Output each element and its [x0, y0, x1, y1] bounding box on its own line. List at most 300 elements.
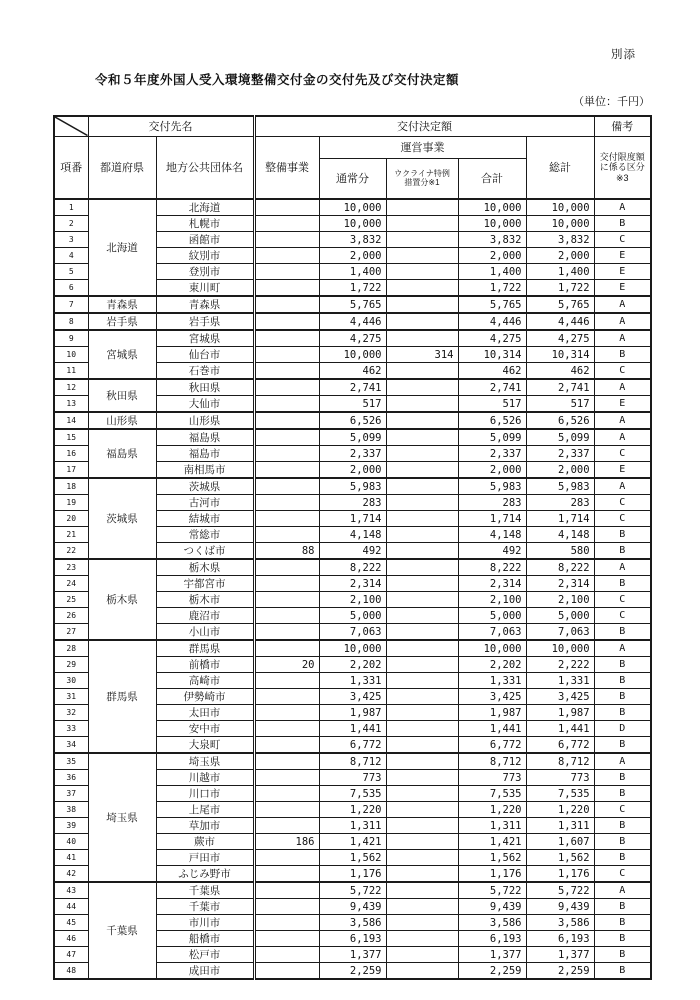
prefecture-cell: 青森県 — [88, 296, 156, 313]
ukraine-amount-cell — [386, 396, 458, 413]
category-cell: C — [594, 866, 651, 883]
municipality-cell: 宇都宮市 — [156, 576, 254, 592]
prefecture-cell: 秋田県 — [88, 379, 156, 412]
grandtotal-amount-cell: 2,337 — [526, 446, 594, 462]
subtotal-amount-cell: 2,259 — [458, 963, 526, 980]
table-row — [54, 330, 651, 347]
subtotal-amount-cell: 2,741 — [458, 379, 526, 396]
row-number-cell: 2 — [54, 216, 88, 232]
municipality-cell: 川口市 — [156, 786, 254, 802]
development-amount-cell — [254, 624, 319, 641]
development-amount-cell — [254, 737, 319, 754]
grandtotal-amount-cell: 6,772 — [526, 737, 594, 754]
development-amount-cell — [254, 363, 319, 380]
category-cell: B — [594, 915, 651, 931]
ukraine-amount-cell — [386, 511, 458, 527]
ukraine-amount-cell — [386, 624, 458, 641]
row-number-cell: 19 — [54, 495, 88, 511]
grandtotal-amount-cell: 10,000 — [526, 216, 594, 232]
grant-table — [53, 115, 652, 980]
ukraine-amount-cell — [386, 673, 458, 689]
municipality-cell: 伊勢崎市 — [156, 689, 254, 705]
municipality-cell: 函館市 — [156, 232, 254, 248]
operation-group-header: 運営事業 — [319, 136, 526, 158]
development-amount-cell — [254, 264, 319, 280]
municipality-cell: 福島県 — [156, 429, 254, 446]
municipality-cell: 仙台市 — [156, 347, 254, 363]
normal-amount-cell: 5,099 — [319, 429, 386, 446]
normal-amount-cell: 1,220 — [319, 802, 386, 818]
municipality-cell: 山形県 — [156, 412, 254, 429]
development-amount-cell: 20 — [254, 657, 319, 673]
subtotal-amount-cell: 462 — [458, 363, 526, 380]
category-cell: C — [594, 511, 651, 527]
normal-amount-cell: 1,441 — [319, 721, 386, 737]
development-amount-cell — [254, 963, 319, 980]
development-amount-cell — [254, 673, 319, 689]
grandtotal-amount-cell: 2,314 — [526, 576, 594, 592]
municipality-cell: 成田市 — [156, 963, 254, 980]
ukraine-amount-cell — [386, 264, 458, 280]
grandtotal-amount-cell: 2,259 — [526, 963, 594, 980]
subtotal-amount-cell: 1,987 — [458, 705, 526, 721]
municipality-cell: 古河市 — [156, 495, 254, 511]
prefecture-cell: 群馬県 — [88, 640, 156, 753]
municipality-cell: 秋田県 — [156, 379, 254, 396]
municipality-cell: 前橋市 — [156, 657, 254, 673]
category-cell: A — [594, 753, 651, 770]
ukraine-amount-cell: 314 — [386, 347, 458, 363]
row-number-cell: 32 — [54, 705, 88, 721]
ukraine-header-line2: 措置分※1 — [404, 178, 440, 188]
normal-amount-cell: 9,439 — [319, 899, 386, 915]
category-cell: B — [594, 850, 651, 866]
subtotal-amount-cell: 8,222 — [458, 559, 526, 576]
subtotal-amount-cell: 2,337 — [458, 446, 526, 462]
grandtotal-amount-cell: 5,983 — [526, 478, 594, 495]
ukraine-amount-cell — [386, 786, 458, 802]
row-number-cell: 48 — [54, 963, 88, 980]
normal-amount-cell: 3,586 — [319, 915, 386, 931]
ukraine-amount-cell — [386, 280, 458, 297]
municipality-cell: 小山市 — [156, 624, 254, 641]
municipality-cell: 埼玉県 — [156, 753, 254, 770]
municipality-cell: 船橋市 — [156, 931, 254, 947]
prefecture-cell: 福島県 — [88, 429, 156, 478]
grandtotal-amount-cell: 4,148 — [526, 527, 594, 543]
subtotal-amount-cell: 1,220 — [458, 802, 526, 818]
normal-amount-cell: 4,275 — [319, 330, 386, 347]
category-cell: C — [594, 446, 651, 462]
ukraine-amount-cell — [386, 689, 458, 705]
row-number-cell: 10 — [54, 347, 88, 363]
normal-amount-cell: 1,377 — [319, 947, 386, 963]
row-number-cell: 47 — [54, 947, 88, 963]
subtotal-amount-cell: 5,722 — [458, 882, 526, 899]
ukraine-amount-cell — [386, 899, 458, 915]
row-number-cell: 14 — [54, 412, 88, 429]
development-amount-cell: 88 — [254, 543, 319, 560]
ukraine-amount-cell — [386, 737, 458, 754]
category-cell: B — [594, 216, 651, 232]
development-amount-cell — [254, 947, 319, 963]
ukraine-amount-cell — [386, 313, 458, 330]
municipality-cell: 栃木県 — [156, 559, 254, 576]
subtotal-amount-cell: 1,377 — [458, 947, 526, 963]
prefecture-cell: 茨城県 — [88, 478, 156, 559]
category-cell: B — [594, 347, 651, 363]
development-amount-cell — [254, 199, 319, 216]
row-number-cell: 31 — [54, 689, 88, 705]
category-header-line1: 交付限度額 — [599, 151, 645, 162]
ukraine-amount-cell — [386, 462, 458, 479]
subtotal-amount-cell: 3,425 — [458, 689, 526, 705]
municipality-cell: 蕨市 — [156, 834, 254, 850]
municipality-cell: 青森県 — [156, 296, 254, 313]
municipality-cell: 大泉町 — [156, 737, 254, 754]
category-cell: E — [594, 248, 651, 264]
category-cell: B — [594, 834, 651, 850]
row-number-cell: 16 — [54, 446, 88, 462]
subtotal-amount-cell: 7,063 — [458, 624, 526, 641]
row-number-cell: 11 — [54, 363, 88, 380]
decision-group-header: 交付決定額 — [254, 116, 594, 136]
row-number-cell: 27 — [54, 624, 88, 641]
subtotal-amount-cell: 492 — [458, 543, 526, 560]
subtotal-amount-cell: 283 — [458, 495, 526, 511]
category-cell: B — [594, 818, 651, 834]
table-row — [54, 313, 651, 330]
category-cell: A — [594, 412, 651, 429]
row-number-cell: 45 — [54, 915, 88, 931]
development-amount-cell — [254, 280, 319, 297]
prefecture-cell: 栃木県 — [88, 559, 156, 640]
row-number-cell: 42 — [54, 866, 88, 883]
municipality-cell: 鹿沼市 — [156, 608, 254, 624]
row-number-cell: 43 — [54, 882, 88, 899]
prefecture-cell: 山形県 — [88, 412, 156, 429]
normal-amount-cell: 2,100 — [319, 592, 386, 608]
row-number-cell: 46 — [54, 931, 88, 947]
prefecture-cell: 埼玉県 — [88, 753, 156, 882]
recipient-group-header: 交付先名 — [88, 116, 254, 136]
municipality-cell: 松戸市 — [156, 947, 254, 963]
category-header-line3: ※3 — [616, 172, 629, 183]
row-number-cell: 40 — [54, 834, 88, 850]
normal-amount-cell: 10,000 — [319, 199, 386, 216]
category-cell: A — [594, 559, 651, 576]
ukraine-amount-cell — [386, 834, 458, 850]
development-amount-cell — [254, 511, 319, 527]
subtotal-amount-cell: 1,441 — [458, 721, 526, 737]
grandtotal-amount-cell: 1,377 — [526, 947, 594, 963]
grandtotal-amount-cell: 2,222 — [526, 657, 594, 673]
row-number-cell: 15 — [54, 429, 88, 446]
prefecture-cell: 北海道 — [88, 199, 156, 296]
subtotal-amount-cell: 2,000 — [458, 462, 526, 479]
municipality-cell: 紋別市 — [156, 248, 254, 264]
municipality-cell: 茨城県 — [156, 478, 254, 495]
ukraine-amount-cell — [386, 802, 458, 818]
normal-amount-cell: 1,714 — [319, 511, 386, 527]
row-number-cell: 18 — [54, 478, 88, 495]
row-number-cell: 39 — [54, 818, 88, 834]
municipality-header: 地方公共団体名 — [156, 136, 254, 199]
ukraine-amount-cell — [386, 770, 458, 786]
subtotal-amount-cell: 4,446 — [458, 313, 526, 330]
grandtotal-amount-cell: 2,000 — [526, 462, 594, 479]
subtotal-amount-cell: 1,714 — [458, 511, 526, 527]
development-amount-cell — [254, 850, 319, 866]
development-amount-cell — [254, 608, 319, 624]
category-cell: C — [594, 363, 651, 380]
municipality-cell: 上尾市 — [156, 802, 254, 818]
subtotal-amount-cell: 10,314 — [458, 347, 526, 363]
development-amount-cell — [254, 347, 319, 363]
normal-amount-cell: 6,526 — [319, 412, 386, 429]
grandtotal-amount-cell: 462 — [526, 363, 594, 380]
subtotal-amount-cell: 5,099 — [458, 429, 526, 446]
normal-amount-cell: 2,000 — [319, 462, 386, 479]
municipality-cell: 東川町 — [156, 280, 254, 297]
ukraine-amount-cell — [386, 199, 458, 216]
municipality-cell: 栃木市 — [156, 592, 254, 608]
ukraine-amount-cell — [386, 705, 458, 721]
municipality-cell: 千葉市 — [156, 899, 254, 915]
table-row — [54, 379, 651, 396]
municipality-cell: 北海道 — [156, 199, 254, 216]
development-amount-cell — [254, 640, 319, 657]
development-amount-cell — [254, 899, 319, 915]
row-number-cell: 34 — [54, 737, 88, 754]
municipality-cell: 川越市 — [156, 770, 254, 786]
development-amount-cell — [254, 576, 319, 592]
grant-table-header — [54, 116, 651, 199]
table-row — [54, 559, 651, 576]
grandtotal-amount-cell: 5,765 — [526, 296, 594, 313]
ukraine-amount-cell — [386, 915, 458, 931]
category-cell: B — [594, 657, 651, 673]
grandtotal-amount-cell: 1,220 — [526, 802, 594, 818]
ukraine-amount-cell — [386, 363, 458, 380]
development-amount-cell — [254, 379, 319, 396]
subtotal-amount-cell: 1,722 — [458, 280, 526, 297]
subtotal-amount-cell: 517 — [458, 396, 526, 413]
subtotal-amount-cell: 1,311 — [458, 818, 526, 834]
development-amount-cell — [254, 882, 319, 899]
grandtotal-amount-cell: 517 — [526, 396, 594, 413]
grandtotal-amount-cell: 1,176 — [526, 866, 594, 883]
subtotal-amount-cell: 1,421 — [458, 834, 526, 850]
development-amount-cell — [254, 770, 319, 786]
category-cell: A — [594, 882, 651, 899]
row-number-cell: 37 — [54, 786, 88, 802]
municipality-cell: 石巻市 — [156, 363, 254, 380]
municipality-cell: 草加市 — [156, 818, 254, 834]
ukraine-amount-cell — [386, 543, 458, 560]
category-cell: B — [594, 543, 651, 560]
municipality-cell: 安中市 — [156, 721, 254, 737]
normal-amount-cell: 1,331 — [319, 673, 386, 689]
row-number-cell: 12 — [54, 379, 88, 396]
grand-total-header: 総計 — [526, 136, 594, 199]
normal-amount-cell: 2,741 — [319, 379, 386, 396]
row-number-cell: 30 — [54, 673, 88, 689]
municipality-cell: 大仙市 — [156, 396, 254, 413]
grandtotal-amount-cell: 1,722 — [526, 280, 594, 297]
subtotal-amount-cell: 2,000 — [458, 248, 526, 264]
category-cell: C — [594, 802, 651, 818]
municipality-cell: ふじみ野市 — [156, 866, 254, 883]
category-cell: E — [594, 280, 651, 297]
grandtotal-amount-cell: 2,000 — [526, 248, 594, 264]
normal-amount-cell: 2,314 — [319, 576, 386, 592]
ukraine-amount-cell — [386, 429, 458, 446]
subtotal-amount-cell: 2,202 — [458, 657, 526, 673]
subtotal-amount-cell: 1,331 — [458, 673, 526, 689]
row-number-cell: 1 — [54, 199, 88, 216]
development-amount-cell — [254, 915, 319, 931]
category-cell: B — [594, 770, 651, 786]
category-cell: A — [594, 429, 651, 446]
grandtotal-amount-cell: 3,832 — [526, 232, 594, 248]
row-number-cell: 33 — [54, 721, 88, 737]
grandtotal-amount-cell: 10,314 — [526, 347, 594, 363]
normal-amount-cell: 4,148 — [319, 527, 386, 543]
grandtotal-amount-cell: 2,741 — [526, 379, 594, 396]
normal-amount-cell: 5,000 — [319, 608, 386, 624]
municipality-cell: 結城市 — [156, 511, 254, 527]
normal-amount-cell: 10,000 — [319, 347, 386, 363]
development-amount-cell: 186 — [254, 834, 319, 850]
grandtotal-amount-cell: 6,193 — [526, 931, 594, 947]
category-cell: B — [594, 624, 651, 641]
normal-amount-cell: 10,000 — [319, 216, 386, 232]
normal-amount-cell: 2,259 — [319, 963, 386, 980]
category-cell: B — [594, 947, 651, 963]
normal-amount-cell: 283 — [319, 495, 386, 511]
table-row — [54, 412, 651, 429]
grandtotal-amount-cell: 1,714 — [526, 511, 594, 527]
row-number-cell: 26 — [54, 608, 88, 624]
row-number-cell: 21 — [54, 527, 88, 543]
subtotal-amount-cell: 3,586 — [458, 915, 526, 931]
subtotal-amount-cell: 2,314 — [458, 576, 526, 592]
row-number-cell: 4 — [54, 248, 88, 264]
prefecture-cell: 岩手県 — [88, 313, 156, 330]
normal-amount-cell: 5,983 — [319, 478, 386, 495]
category-cell: D — [594, 721, 651, 737]
subtotal-amount-cell: 9,439 — [458, 899, 526, 915]
remarks-header: 備考 — [594, 116, 651, 136]
municipality-cell: 宮城県 — [156, 330, 254, 347]
grandtotal-amount-cell: 8,222 — [526, 559, 594, 576]
normal-amount-cell: 5,722 — [319, 882, 386, 899]
grandtotal-amount-cell: 10,000 — [526, 640, 594, 657]
row-number-cell: 22 — [54, 543, 88, 560]
row-number-cell: 20 — [54, 511, 88, 527]
normal-amount-cell: 1,722 — [319, 280, 386, 297]
grandtotal-amount-cell: 9,439 — [526, 899, 594, 915]
normal-amount-cell: 8,712 — [319, 753, 386, 770]
page-title: 令和５年度外国人受入環境整備交付金の交付先及び交付決定額 — [95, 73, 460, 87]
diagonal-line — [55, 117, 88, 136]
row-number-cell: 29 — [54, 657, 88, 673]
development-amount-cell — [254, 866, 319, 883]
normal-amount-cell: 492 — [319, 543, 386, 560]
ukraine-amount-cell — [386, 559, 458, 576]
municipality-cell: 戸田市 — [156, 850, 254, 866]
development-amount-cell — [254, 818, 319, 834]
row-number-cell: 8 — [54, 313, 88, 330]
subtotal-amount-cell: 5,000 — [458, 608, 526, 624]
category-cell: A — [594, 199, 651, 216]
municipality-cell: 登別市 — [156, 264, 254, 280]
category-cell: E — [594, 264, 651, 280]
grandtotal-amount-cell: 2,100 — [526, 592, 594, 608]
ukraine-amount-cell — [386, 963, 458, 980]
municipality-cell: 高崎市 — [156, 673, 254, 689]
ukraine-amount-cell — [386, 446, 458, 462]
grandtotal-amount-cell: 5,722 — [526, 882, 594, 899]
development-amount-cell — [254, 446, 319, 462]
development-amount-cell — [254, 412, 319, 429]
grandtotal-amount-cell: 1,311 — [526, 818, 594, 834]
normal-amount-cell: 3,832 — [319, 232, 386, 248]
normal-amount-cell: 4,446 — [319, 313, 386, 330]
development-amount-cell — [254, 931, 319, 947]
grandtotal-amount-cell: 7,063 — [526, 624, 594, 641]
category-cell: C — [594, 495, 651, 511]
normal-amount-cell: 462 — [319, 363, 386, 380]
development-amount-cell — [254, 689, 319, 705]
subtotal-amount-cell: 773 — [458, 770, 526, 786]
development-amount-cell — [254, 216, 319, 232]
municipality-cell: 札幌市 — [156, 216, 254, 232]
normal-amount-cell: 8,222 — [319, 559, 386, 576]
table-row — [54, 296, 651, 313]
normal-amount-cell: 7,063 — [319, 624, 386, 641]
subtotal-amount-cell: 4,148 — [458, 527, 526, 543]
ukraine-amount-cell — [386, 592, 458, 608]
subtotal-amount-cell: 5,983 — [458, 478, 526, 495]
grandtotal-amount-cell: 3,586 — [526, 915, 594, 931]
municipality-cell: 南相馬市 — [156, 462, 254, 479]
development-amount-cell — [254, 705, 319, 721]
prefecture-header: 都道府県 — [88, 136, 156, 199]
subtotal-amount-cell: 10,000 — [458, 199, 526, 216]
item-no-header: 項番 — [54, 136, 88, 199]
municipality-cell: 群馬県 — [156, 640, 254, 657]
grandtotal-amount-cell: 4,446 — [526, 313, 594, 330]
grandtotal-amount-cell: 1,562 — [526, 850, 594, 866]
row-number-cell: 17 — [54, 462, 88, 479]
normal-amount-cell: 6,193 — [319, 931, 386, 947]
development-amount-cell — [254, 559, 319, 576]
grandtotal-amount-cell: 5,099 — [526, 429, 594, 446]
category-cell: B — [594, 689, 651, 705]
development-amount-cell — [254, 721, 319, 737]
ukraine-header — [386, 158, 458, 199]
grandtotal-amount-cell: 10,000 — [526, 199, 594, 216]
ukraine-amount-cell — [386, 527, 458, 543]
category-cell: B — [594, 786, 651, 802]
municipality-cell: 太田市 — [156, 705, 254, 721]
development-header: 整備事業 — [254, 136, 319, 199]
normal-amount-cell: 2,337 — [319, 446, 386, 462]
ukraine-amount-cell — [386, 379, 458, 396]
subtotal-amount-cell: 1,176 — [458, 866, 526, 883]
